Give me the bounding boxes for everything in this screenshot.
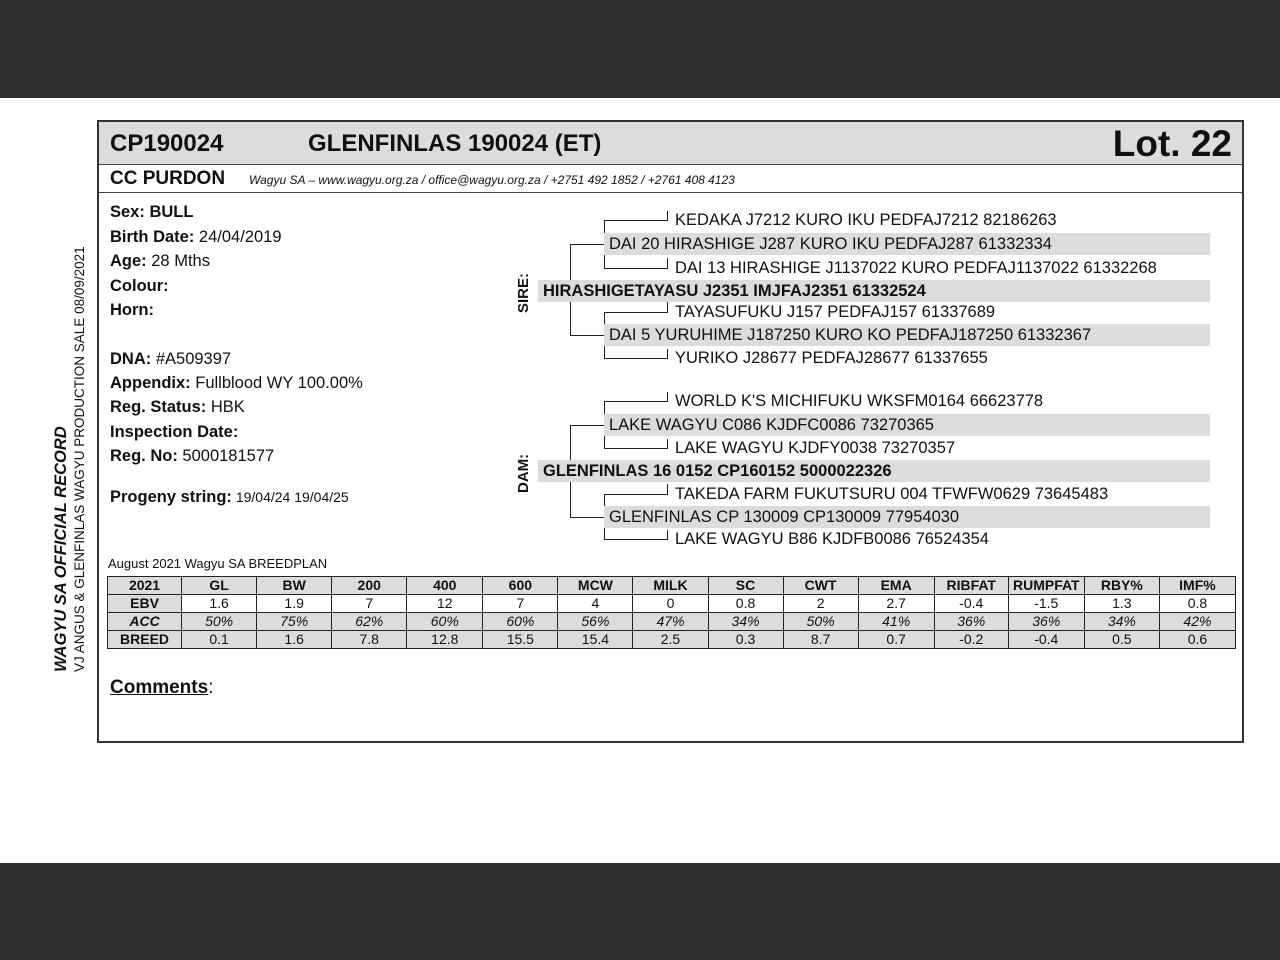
table-cell: 0.6	[1159, 631, 1235, 649]
table-row-label: BREED	[108, 631, 182, 649]
contact-info: Wagyu SA – www.wagyu.org.za / office@wagyu.org.za / +2751 492 1852 / +2761 408 4123	[249, 173, 735, 187]
pedigree-dam-sire-sire: WORLD K'S MICHIFUKU WKSFM0164 66623778	[675, 392, 1044, 410]
table-row-label: ACC	[108, 613, 182, 631]
breedplan-header-row	[108, 577, 1236, 595]
table-header-cell: EMA	[858, 577, 934, 595]
comments-label: Comments:	[110, 677, 214, 698]
table-cell: -1.5	[1008, 595, 1084, 613]
breedplan-acc-row	[108, 613, 1236, 631]
table-cell: 12.8	[407, 631, 483, 649]
table-cell: 56%	[558, 613, 633, 631]
table-header-cell: 400	[407, 577, 483, 595]
pedigree-dam: GLENFINLAS 16 0152 CP160152 5000022326	[538, 460, 1210, 482]
table-row-label: EBV	[108, 595, 182, 613]
field-horn: Horn:	[110, 301, 154, 319]
table-cell: 1.3	[1084, 595, 1159, 613]
table-cell: 7.8	[332, 631, 407, 649]
field-birth-date: Birth Date: 24/04/2019	[110, 228, 282, 246]
connector-line	[604, 401, 668, 402]
table-cell: -0.2	[934, 631, 1008, 649]
table-cell: 7	[483, 595, 558, 613]
breeder-name: CC PURDON	[110, 168, 226, 189]
table-cell: 2.5	[633, 631, 708, 649]
pedigree-sire-sire: DAI 20 HIRASHIGE J287 KURO IKU PEDFAJ287 61332334	[604, 233, 1210, 255]
field-dna: DNA: #A509397	[110, 350, 232, 368]
connector-line	[604, 312, 668, 313]
table-header-cell: 2021	[108, 577, 182, 595]
field-reg-status: Reg. Status: HBK	[110, 398, 245, 416]
table-header-cell: RUMPFAT	[1008, 577, 1084, 595]
table-cell: 34%	[708, 613, 783, 631]
table-cell: 41%	[858, 613, 934, 631]
table-cell: -0.4	[934, 595, 1008, 613]
field-age: Age: 28 Mths	[110, 252, 210, 270]
pedigree-dam-dam-dam: LAKE WAGYU B86 KJDFB0086 76524354	[675, 530, 989, 548]
table-cell: -0.4	[1008, 631, 1084, 649]
pedigree-dam-dam: GLENFINLAS CP 130009 CP130009 77954030	[604, 506, 1210, 528]
table-cell: 1.6	[257, 631, 332, 649]
official-record-label: WAGYU SA OFFICIAL RECORD	[52, 426, 70, 672]
table-cell: 12	[407, 595, 483, 613]
table-cell: 2	[783, 595, 858, 613]
lot-number: Lot. 22	[1112, 123, 1232, 164]
table-cell: 4	[558, 595, 633, 613]
table-header-cell: RIBFAT	[934, 577, 1008, 595]
pedigree-dam-sire-dam: LAKE WAGYU KJDFY0038 73270357	[675, 439, 956, 457]
connector-line	[570, 244, 605, 245]
connector-line	[667, 484, 668, 494]
bottom-dark-band	[0, 863, 1280, 960]
field-reg-no: Reg. No: 5000181577	[110, 447, 275, 465]
connector-line	[667, 258, 668, 268]
pedigree-sire-dam: DAI 5 YURUHIME J187250 KURO KO PEDFAJ187250 61332367	[604, 324, 1210, 346]
breedplan-ebv-row	[108, 595, 1236, 613]
table-cell: 36%	[1008, 613, 1084, 631]
table-cell: 50%	[182, 613, 257, 631]
dam-label: DAM:	[515, 453, 532, 493]
pedigree-sire-dam-sire: TAYASUFUKU J157 PEDFAJ157 61337689	[675, 303, 996, 321]
breedplan-title: August 2021 Wagyu SA BREEDPLAN	[108, 556, 328, 571]
table-cell: 34%	[1084, 613, 1159, 631]
pedigree-sire: HIRASHIGETAYASU J2351 IMJFAJ2351 61332524	[538, 280, 1210, 302]
table-header-cell: 600	[483, 577, 558, 595]
table-cell: 8.7	[783, 631, 858, 649]
table-cell: 36%	[934, 613, 1008, 631]
field-appendix: Appendix: Fullblood WY 100.00%	[110, 374, 363, 392]
sale-label: VJ ANGUS & GLENFINLAS WAGYU PRODUCTION SALE 08/09/2021	[72, 246, 87, 672]
connector-line	[667, 439, 668, 449]
sire-label: SIRE:	[515, 272, 532, 313]
pedigree-sire-sire-dam: DAI 13 HIRASHIGE J1137022 KURO PEDFAJ1137022 61332268	[675, 259, 1157, 277]
breedplan-table	[107, 576, 1236, 649]
table-cell: 0.7	[858, 631, 934, 649]
table-cell: 47%	[633, 613, 708, 631]
field-inspection-date: Inspection Date:	[110, 423, 239, 441]
connector-line	[604, 539, 668, 540]
connector-line	[604, 494, 668, 495]
table-cell: 42%	[1159, 613, 1235, 631]
field-progeny-string: Progeny string: 19/04/24 19/04/25	[110, 488, 349, 506]
table-cell: 7	[332, 595, 407, 613]
table-header-cell: IMF%	[1159, 577, 1235, 595]
table-cell: 60%	[483, 613, 558, 631]
field-colour: Colour:	[110, 277, 169, 295]
top-dark-band	[0, 0, 1280, 98]
table-header-cell: MILK	[633, 577, 708, 595]
table-cell: 15.5	[483, 631, 558, 649]
table-cell: 0.8	[1159, 595, 1235, 613]
table-cell: 0.1	[182, 631, 257, 649]
breedplan-breed-row	[108, 631, 1236, 649]
pedigree-dam-sire: LAKE WAGYU C086 KJDFC0086 73270365	[604, 414, 1210, 436]
table-cell: 62%	[332, 613, 407, 631]
table-header-cell: RBY%	[1084, 577, 1159, 595]
pedigree-sire-dam-dam: YURIKO J28677 PEDFAJ28677 61337655	[675, 349, 988, 367]
card-header	[99, 122, 1242, 165]
animal-code: CP190024	[110, 130, 224, 157]
table-header-cell: BW	[257, 577, 332, 595]
field-sex: Sex: BULL	[110, 203, 194, 221]
table-cell: 0.5	[1084, 631, 1159, 649]
pedigree-dam-dam-sire: TAKEDA FARM FUKUTSURU 004 TFWFW0629 73645483	[675, 485, 1109, 503]
connector-line	[667, 349, 668, 359]
table-cell: 50%	[783, 613, 858, 631]
connector-line	[667, 211, 668, 221]
connector-line	[570, 517, 605, 518]
table-header-cell: MCW	[558, 577, 633, 595]
connector-line	[667, 302, 668, 312]
connector-line	[570, 335, 605, 336]
table-cell: 60%	[407, 613, 483, 631]
connector-line	[604, 268, 668, 269]
table-header-cell: CWT	[783, 577, 858, 595]
pedigree-sire-sire-sire: KEDAKA J7212 KURO IKU PEDFAJ7212 82186263	[675, 211, 1057, 229]
table-cell: 2.7	[858, 595, 934, 613]
breeder-row	[99, 165, 1242, 193]
table-cell: 1.6	[182, 595, 257, 613]
connector-line	[667, 530, 668, 540]
table-cell: 0	[633, 595, 708, 613]
table-header-cell: 200	[332, 577, 407, 595]
connector-line	[604, 448, 668, 449]
connector-line	[570, 425, 605, 426]
connector-line	[604, 220, 668, 221]
table-cell: 1.9	[257, 595, 332, 613]
table-cell: 15.4	[558, 631, 633, 649]
table-cell: 75%	[257, 613, 332, 631]
connector-line	[604, 358, 668, 359]
connector-line	[667, 392, 668, 402]
animal-name: GLENFINLAS 190024 (ET)	[308, 130, 602, 157]
table-cell: 0.8	[708, 595, 783, 613]
table-cell: 0.3	[708, 631, 783, 649]
table-header-cell: GL	[182, 577, 257, 595]
table-header-cell: SC	[708, 577, 783, 595]
